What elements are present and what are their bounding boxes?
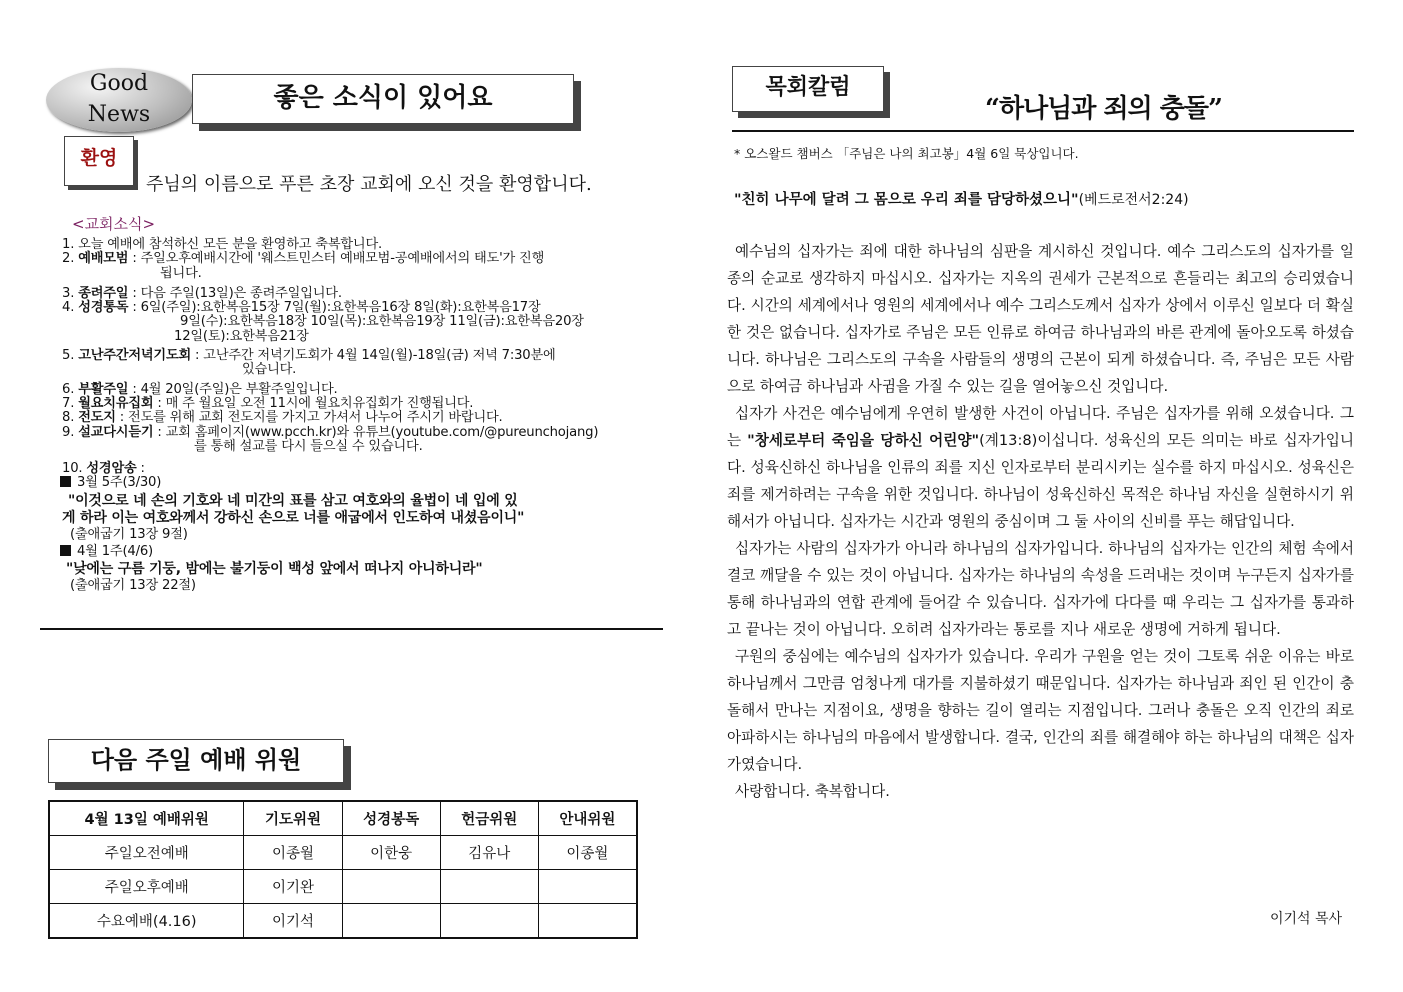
table-cell xyxy=(538,904,637,939)
news-text: : 교회 홈페이지(www.pcch.kr)와 유튜브(youtube.com/@pureunchojang) xyxy=(153,424,599,440)
verse1-week-text: 3월 5주(3/30) xyxy=(77,475,162,491)
table-cell: 이기석 xyxy=(244,904,342,939)
table-row xyxy=(49,904,637,939)
table-header-cell: 헌금위원 xyxy=(440,801,538,836)
table-cell xyxy=(440,870,538,904)
table-cell xyxy=(342,870,440,904)
news-item-6 xyxy=(62,383,598,397)
column-title: “하나님과 죄의 충돌” xyxy=(985,94,1222,124)
table-cell: 이종월 xyxy=(244,836,342,870)
table-cell xyxy=(440,904,538,939)
verse2-week xyxy=(60,545,598,559)
pastoral-column-label: 목회칼럼 xyxy=(732,66,884,112)
news-item-9 xyxy=(62,426,598,440)
column-body xyxy=(727,238,1354,805)
worship-committee-title: 다음 주일 예배 위원 xyxy=(48,739,344,783)
table-header-row xyxy=(49,801,637,836)
news-text: : 매 주 월요일 오전 11시에 월요치유집회가 진행됩니다. xyxy=(153,395,474,411)
news-label: 성경통독 xyxy=(78,300,129,316)
news-num: 6. xyxy=(62,381,79,397)
worship-duty-table xyxy=(48,800,638,939)
news-num: 8. xyxy=(62,410,79,426)
news-label: 월요치유집회 xyxy=(78,395,154,411)
news-label: 성경암송 xyxy=(86,461,137,477)
verse2-week-text: 4월 1주(4/6) xyxy=(77,543,153,559)
table-cell xyxy=(538,870,637,904)
verse1-week xyxy=(60,476,598,490)
news-num: 4. xyxy=(62,300,79,316)
table-cell: 이한웅 xyxy=(342,836,440,870)
church-news-list xyxy=(62,238,598,594)
news-label: 부활주일 xyxy=(78,381,129,397)
news-item-1: 1. 오늘 예배에 참석하신 모든 분을 환영하고 축복합니다. xyxy=(62,237,382,252)
good-news-badge xyxy=(46,68,192,132)
verse1-line1: "이것으로 네 손의 기호와 네 미간의 표를 삼고 여호와의 율법이 네 입에 있 xyxy=(68,492,518,509)
table-row xyxy=(49,870,637,904)
verse1-line2: 게 하라 이는 여호와께서 강하신 손으로 너를 애굽에서 인도하여 내셨음이니" xyxy=(62,510,525,527)
paragraph xyxy=(727,400,1354,535)
main-verse xyxy=(734,188,1189,209)
news-text: : 고난주간 저녁기도회가 4월 14일(월)-18일(금) 저녁 7:30분에 xyxy=(191,348,556,364)
news-num: 2. xyxy=(62,251,79,267)
news-label: 전도지 xyxy=(78,410,116,426)
news-item-2-cont: 됩니다. xyxy=(160,265,202,281)
news-item-8 xyxy=(62,411,598,425)
news-text: : 다음 주일(13일)은 종려주일입니다. xyxy=(128,285,342,301)
square-bullet-icon xyxy=(60,545,71,556)
news-item-5 xyxy=(62,349,598,363)
table-cell xyxy=(342,904,440,939)
news-item-2 xyxy=(62,252,598,266)
source-note: * 오스왈드 챔버스 「주님은 나의 최고봉」4월 6일 묵상입니다. xyxy=(734,146,1079,161)
paragraph: 구원의 중심에는 예수님의 십자가가 있습니다. 우리가 구원을 얻는 것이 그토록 쉬운 이유는 바로 하나님께서 그만큼 엄청나게 대가를 지불하셨기 때문입니다. 십자가는 하나님과 죄인 된 인간이 충돌해서 만나는 지점이요, 생명을 향하는 길이 열리는 지점입니다. 그러나 충돌은 오직 인간의 죄로 아파하시는 하나님의 마음에서 발생합니다. 결국, 인간의 죄를 해결해야 하는 하나님의 대책은 십자가였습니다. xyxy=(727,648,1354,773)
table-header-cell: 안내위원 xyxy=(538,801,637,836)
news-num: 9. xyxy=(62,424,79,440)
news-label: 종려주일 xyxy=(78,285,129,301)
paragraph: 십자가는 사람의 십자가가 아니라 하나님의 십자가입니다. 하나님의 십자가는 인간의 체험 속에서 결코 깨달을 수 있는 것이 아닙니다. 십자가는 하나님의 속성을 드러내는 것이며 누구든지 십자가를 통해 하나님과의 연합 관계에 들어갈 수 있습니다. 십자가에 다다를 때 우리는 그 십자가를 통과하고 끝나는 것이 아닙니다. 오히려 십자가라는 통로를 지나 새로운 생명에 거하게 됩니다. xyxy=(727,540,1354,638)
news-text: : 4월 20일(주일)은 부활주일입니다. xyxy=(128,381,338,397)
table-cell: 주일오전예배 xyxy=(49,836,244,870)
table-cell: 김유나 xyxy=(440,836,538,870)
church-news-heading: <교회소식> xyxy=(72,215,156,233)
verse2-ref: (출애굽기 13장 22절) xyxy=(70,578,196,594)
table-cell: 주일오후예배 xyxy=(49,870,244,904)
verse1-ref: (출애굽기 13장 9절) xyxy=(70,527,188,543)
table-header-cell: 4월 13일 예배위원 xyxy=(49,801,244,836)
news-num: 10. xyxy=(62,461,87,477)
welcome-label: 환영 xyxy=(64,136,134,186)
divider xyxy=(732,130,1354,132)
news-num: 7. xyxy=(62,395,79,411)
news-item-9-cont: 를 통해 설교를 다시 들으실 수 있습니다. xyxy=(194,438,423,454)
table-header-cell: 기도위원 xyxy=(244,801,342,836)
verse-ref: (베드로전서2:24) xyxy=(1078,192,1189,208)
news-num: 5. xyxy=(62,348,79,364)
good-news-line1: Good xyxy=(89,71,149,96)
table-cell: 이종월 xyxy=(538,836,637,870)
table-row xyxy=(49,836,637,870)
table-cell: 이기완 xyxy=(244,870,342,904)
table-cell: 수요예배(4.16) xyxy=(49,904,244,939)
verse-text: "친히 나무에 달려 그 몸으로 우리 죄를 담당하셨으니" xyxy=(734,192,1079,208)
news-label: 설교다시듣기 xyxy=(78,424,154,440)
news-text: : 주일오후예배시간에 '웨스트민스터 예배모범-공예배에서의 태도'가 진행 xyxy=(128,251,545,267)
news-label: 예배모범 xyxy=(78,251,129,267)
news-item-5-cont: 있습니다. xyxy=(242,362,297,378)
paragraph: 사랑합니다. 축복합니다. xyxy=(735,783,890,800)
paragraph-text: (계13:8)이십니다. 성육신의 모든 의미는 바로 십자가입니다. 성육신하신 하나님을 인류의 죄를 지신 인자로부터 분리시키는 실수를 하지 마십시오. 성육신은 죄를 제거하려는 구속을 위한 것입니다. 하나님이 성육신하신 목적은 하나님 자신을 실현하시기 위해서가 아닙니다. 십자가는 시간과 영원의 중심이며 그 둘 사이의 신비를 푸는 해답입니다. xyxy=(727,432,1354,530)
verse2-line1: "낮에는 구름 기둥, 밤에는 불기둥이 백성 앞에서 떠나지 아니하니라" xyxy=(66,560,483,577)
good-news-line2: News xyxy=(87,102,151,127)
square-bullet-icon xyxy=(60,476,71,487)
divider xyxy=(40,628,663,630)
news-item-4-line2: 9일(수):요한복음18장 10일(목):요한복음19장 11일(금):요한복음20장 xyxy=(180,314,584,330)
quoted-phrase: "창세로부터 죽임을 당하신 어린양" xyxy=(747,432,980,449)
news-text: : 전도를 위해 교회 전도지를 가지고 가셔서 나누어 주시기 바랍니다. xyxy=(115,410,503,426)
paragraph-text: 십자가 사건은 예수님에게 우연히 발생한 사건이 아닙니다. 주님은 십자가를 위해 오셨습니다. 그는 xyxy=(727,405,1354,449)
welcome-text: 주님의 이름으로 푸른 초장 교회에 오신 것을 환영합니다. xyxy=(146,174,592,195)
news-text: : 6일(주일):요한복음15장 7일(월):요한복음16장 8일(화):요한복음17장 xyxy=(128,300,541,316)
news-label: 고난주간저녁기도회 xyxy=(78,348,192,364)
news-num: 3. xyxy=(62,285,79,301)
paragraph: 예수님의 십자가는 죄에 대한 하나님의 심판을 계시하신 것입니다. 예수 그리스도의 십자가를 일종의 순교로 생각하지 마십시오. 십자가는 지옥의 권세가 근본적으로 흔들리는 최고의 승리였습니다. 시간의 세계에서나 영원의 세계에서나 예수 그리스도께서 십자가 상에서 이루신 일보다 더 확실한 것은 없습니다. 십자가로 주님은 모든 인류로 하여금 하나님과의 바른 관계에 돌아오도록 하셨습니다. 하나님은 그리스도의 구속을 사람들의 생명의 근본이 되게 하셨습니다. 즉, 주님은 모든 사람으로 하여금 하나님과 사귐을 가질 수 있는 길을 열어놓으신 것입니다. xyxy=(727,243,1354,395)
author-signature: 이기석 목사 xyxy=(1270,911,1343,927)
table-header-cell: 성경봉독 xyxy=(342,801,440,836)
news-item-4-line3: 12일(토):요한복음21장 xyxy=(174,328,309,344)
news-text: : xyxy=(136,461,145,477)
page-title: 좋은 소식이 있어요 xyxy=(192,74,574,124)
